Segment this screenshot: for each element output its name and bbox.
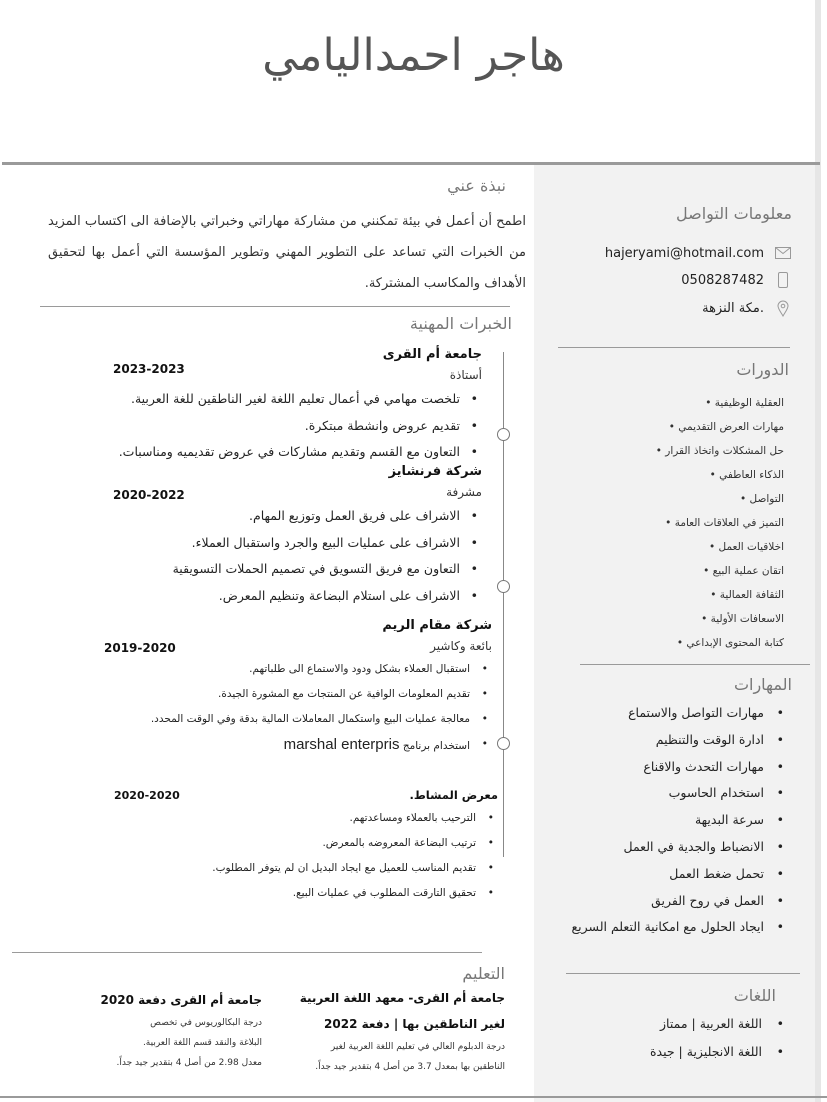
- job-bullet: • تلخصت مهامي في أعمال تعليم اللغة لغير الناطقين للغة العربية.: [62, 386, 482, 413]
- job-role: أستاذة: [449, 368, 482, 382]
- location-pin-icon: [774, 299, 792, 317]
- job-bullet: • تقديم المناسب للعميل مع ايجاد البديل ان لم يتوفر المطلوب.: [78, 856, 498, 881]
- job-role: مشرفة: [446, 485, 482, 499]
- job-bullets: [72, 657, 492, 759]
- job-bullet: • تحقيق التارقت المطلوب في عمليات البيع.: [78, 881, 498, 906]
- footer-divider: [0, 1096, 827, 1098]
- course-item: اتقان عملية البيع •: [560, 559, 784, 583]
- course-item: التواصل •: [560, 487, 784, 511]
- job-bullets: [62, 386, 482, 466]
- job-bullet: • التعاون مع فريق التسويق في تصميم الحملات التسويقية: [62, 556, 482, 583]
- job-bullet: • الاشراف على فريق العمل وتوزيع المهام.: [62, 503, 482, 530]
- job-date: 2020-2020: [114, 789, 180, 802]
- education-divider: [12, 952, 482, 953]
- job-role: بائعة وكاشير: [430, 639, 492, 653]
- skill-item: • مهارات التحدث والاقناع: [570, 754, 784, 781]
- courses-title: الدورات: [736, 360, 789, 379]
- person-name: هاجر احمداليامي: [262, 30, 565, 81]
- job-company: شركة فرنشايز: [388, 464, 482, 479]
- course-item: اخلاقيات العمل •: [560, 535, 784, 559]
- mail-icon: [774, 244, 792, 262]
- contact-phone-row: [560, 269, 792, 291]
- job-company: جامعة أم القرى: [382, 347, 482, 362]
- skills-list: [570, 700, 784, 941]
- courses-divider: [580, 664, 810, 665]
- course-item: الاسعافات الأولية •: [560, 607, 784, 631]
- job-bullet: • التعاون مع القسم وتقديم مشاركات في عروض تقديميه ومناسبات.: [62, 439, 482, 466]
- contact-title: معلومات التواصل: [675, 204, 792, 223]
- skills-divider: [566, 973, 800, 974]
- job-entry: [78, 788, 498, 906]
- skill-item: • الانضباط والجدية في العمل: [570, 834, 784, 861]
- job-bullet: • الترحيب بالعملاء ومساعدتهم.: [78, 806, 498, 831]
- job-company: شركة مقام الريم: [382, 618, 492, 633]
- education-title: التعليم: [462, 964, 505, 983]
- job-date: 2019-2020: [104, 641, 176, 655]
- contact-email-row: [560, 242, 792, 264]
- page-edge: [815, 0, 821, 1102]
- about-text: اطمح أن أعمل في بيئة تمكنني من مشاركة مهاراتي وخبراتي بالإضافة الى اكتساب المزيد من الخبرات التي تساعد على التطوير المهني وتطوير المؤسسة التي أعمل بها لتحقيق الأهداف والمكاسب المشتركة.: [48, 214, 526, 291]
- languages-title: اللغات: [733, 986, 776, 1005]
- language-item: • اللغة الانجليزية | جيدة: [590, 1038, 784, 1066]
- language-item: • اللغة العربية | ممتاز: [590, 1010, 784, 1038]
- skill-item: • سرعة البديهة: [570, 807, 784, 834]
- software-name: marshal enterpris: [283, 736, 400, 753]
- course-item: الذكاء العاطفي •: [560, 463, 784, 487]
- skill-item: • مهارات التواصل والاستماع: [570, 700, 784, 727]
- job-bullet: • الاشراف على عمليات البيع والجرد واستقبال العملاء.: [62, 530, 482, 557]
- about-title: نبذة عني: [447, 176, 506, 195]
- header-divider: [2, 162, 820, 165]
- contact-location: مكة النزهة.: [702, 300, 764, 316]
- skill-item: • تحمل ضغط العمل: [570, 861, 784, 888]
- job-bullet: • الاشراف على استلام البضاعة وتنظيم المعرض.: [62, 583, 482, 610]
- education-item-desc: درجة البكالوريوس في تخصص: [150, 1018, 262, 1028]
- contact-phone[interactable]: 0508287482: [681, 272, 764, 288]
- about-divider: [40, 306, 510, 307]
- courses-list: [560, 391, 784, 655]
- course-item: الثقافة العمالية •: [560, 583, 784, 607]
- languages-list: [590, 1010, 784, 1066]
- course-item: كتابة المحتوى الإبداعي •: [560, 631, 784, 655]
- job-entry: [72, 618, 492, 759]
- job-bullets: [62, 503, 482, 609]
- job-bullet: • تقديم عروض وانشطة مبتكرة.: [62, 413, 482, 440]
- job-date: 2020-2022: [113, 488, 185, 502]
- job-bullet: • معالجة عمليات البيع واستكمال المعاملات المالية بدقة وفي الوقت المحدد.: [72, 707, 492, 732]
- contact-location-row: [560, 297, 792, 319]
- education-item-desc: درجة الدبلوم العالي في تعليم اللغة العربية لغير: [330, 1042, 505, 1052]
- skill-item: • العمل في روح الفريق: [570, 888, 784, 915]
- phone-icon: [774, 271, 792, 289]
- job-bullet: • تقديم المعلومات الوافية عن المنتجات مع المشورة الجيدة.: [72, 682, 492, 707]
- course-item: حل المشكلات واتخاذ القرار •: [560, 439, 784, 463]
- experience-title: الخبرات المهنية: [409, 314, 512, 333]
- course-item: العقلية الوظيفية •: [560, 391, 784, 415]
- education-item: [290, 985, 505, 1077]
- job-entry: [62, 464, 482, 609]
- job-bullets: [78, 806, 498, 906]
- skill-item: • ايجاد الحلول مع امكانية التعلم السريع: [570, 914, 784, 941]
- timeline-dot: [497, 428, 510, 441]
- job-bullet: • استقبال العملاء بشكل ودود والاستماع الى طلباتهم.: [72, 657, 492, 682]
- timeline-dot: [497, 580, 510, 593]
- job-date: 2023-2023: [113, 362, 185, 376]
- course-item: التميز في العلاقات العامة •: [560, 511, 784, 535]
- contact-email[interactable]: hajeryami@hotmail.com: [604, 245, 764, 261]
- skill-item: • ادارة الوقت والتنظيم: [570, 727, 784, 754]
- contact-divider: [558, 347, 790, 348]
- education-item-desc: البلاغة والنقد قسم اللغة العربية.: [142, 1038, 262, 1048]
- education-item-desc: معدل 2.98 من أصل 4 بتقدير جيد جداً.: [116, 1058, 262, 1068]
- job-bullet-software: [72, 732, 492, 759]
- skills-title: المهارات: [733, 675, 792, 694]
- education-item-title: جامعة أم القرى دفعة 2020: [100, 993, 262, 1007]
- course-item: مهارات العرض التقديمي •: [560, 415, 784, 439]
- job-bullet: • ترتيب البضاعة المعروضه بالمعرض.: [78, 831, 498, 856]
- timeline-dot: [497, 737, 510, 750]
- education-item-desc: الناطقين بها بمعدل 3.7 من أصل 4 بتقدير جيد جداً.: [315, 1062, 505, 1072]
- education-item: [100, 987, 262, 1073]
- job-company: معرض المشاط.: [409, 788, 498, 802]
- education-item-title: لغير الناطقين بها | دفعة 2022: [324, 1017, 505, 1031]
- skill-item: • استخدام الحاسوب: [570, 780, 784, 807]
- education-item-title: جامعة أم القرى- معهد اللغة العربية: [299, 991, 505, 1005]
- software-prefix: استخدام برنامج: [402, 740, 470, 752]
